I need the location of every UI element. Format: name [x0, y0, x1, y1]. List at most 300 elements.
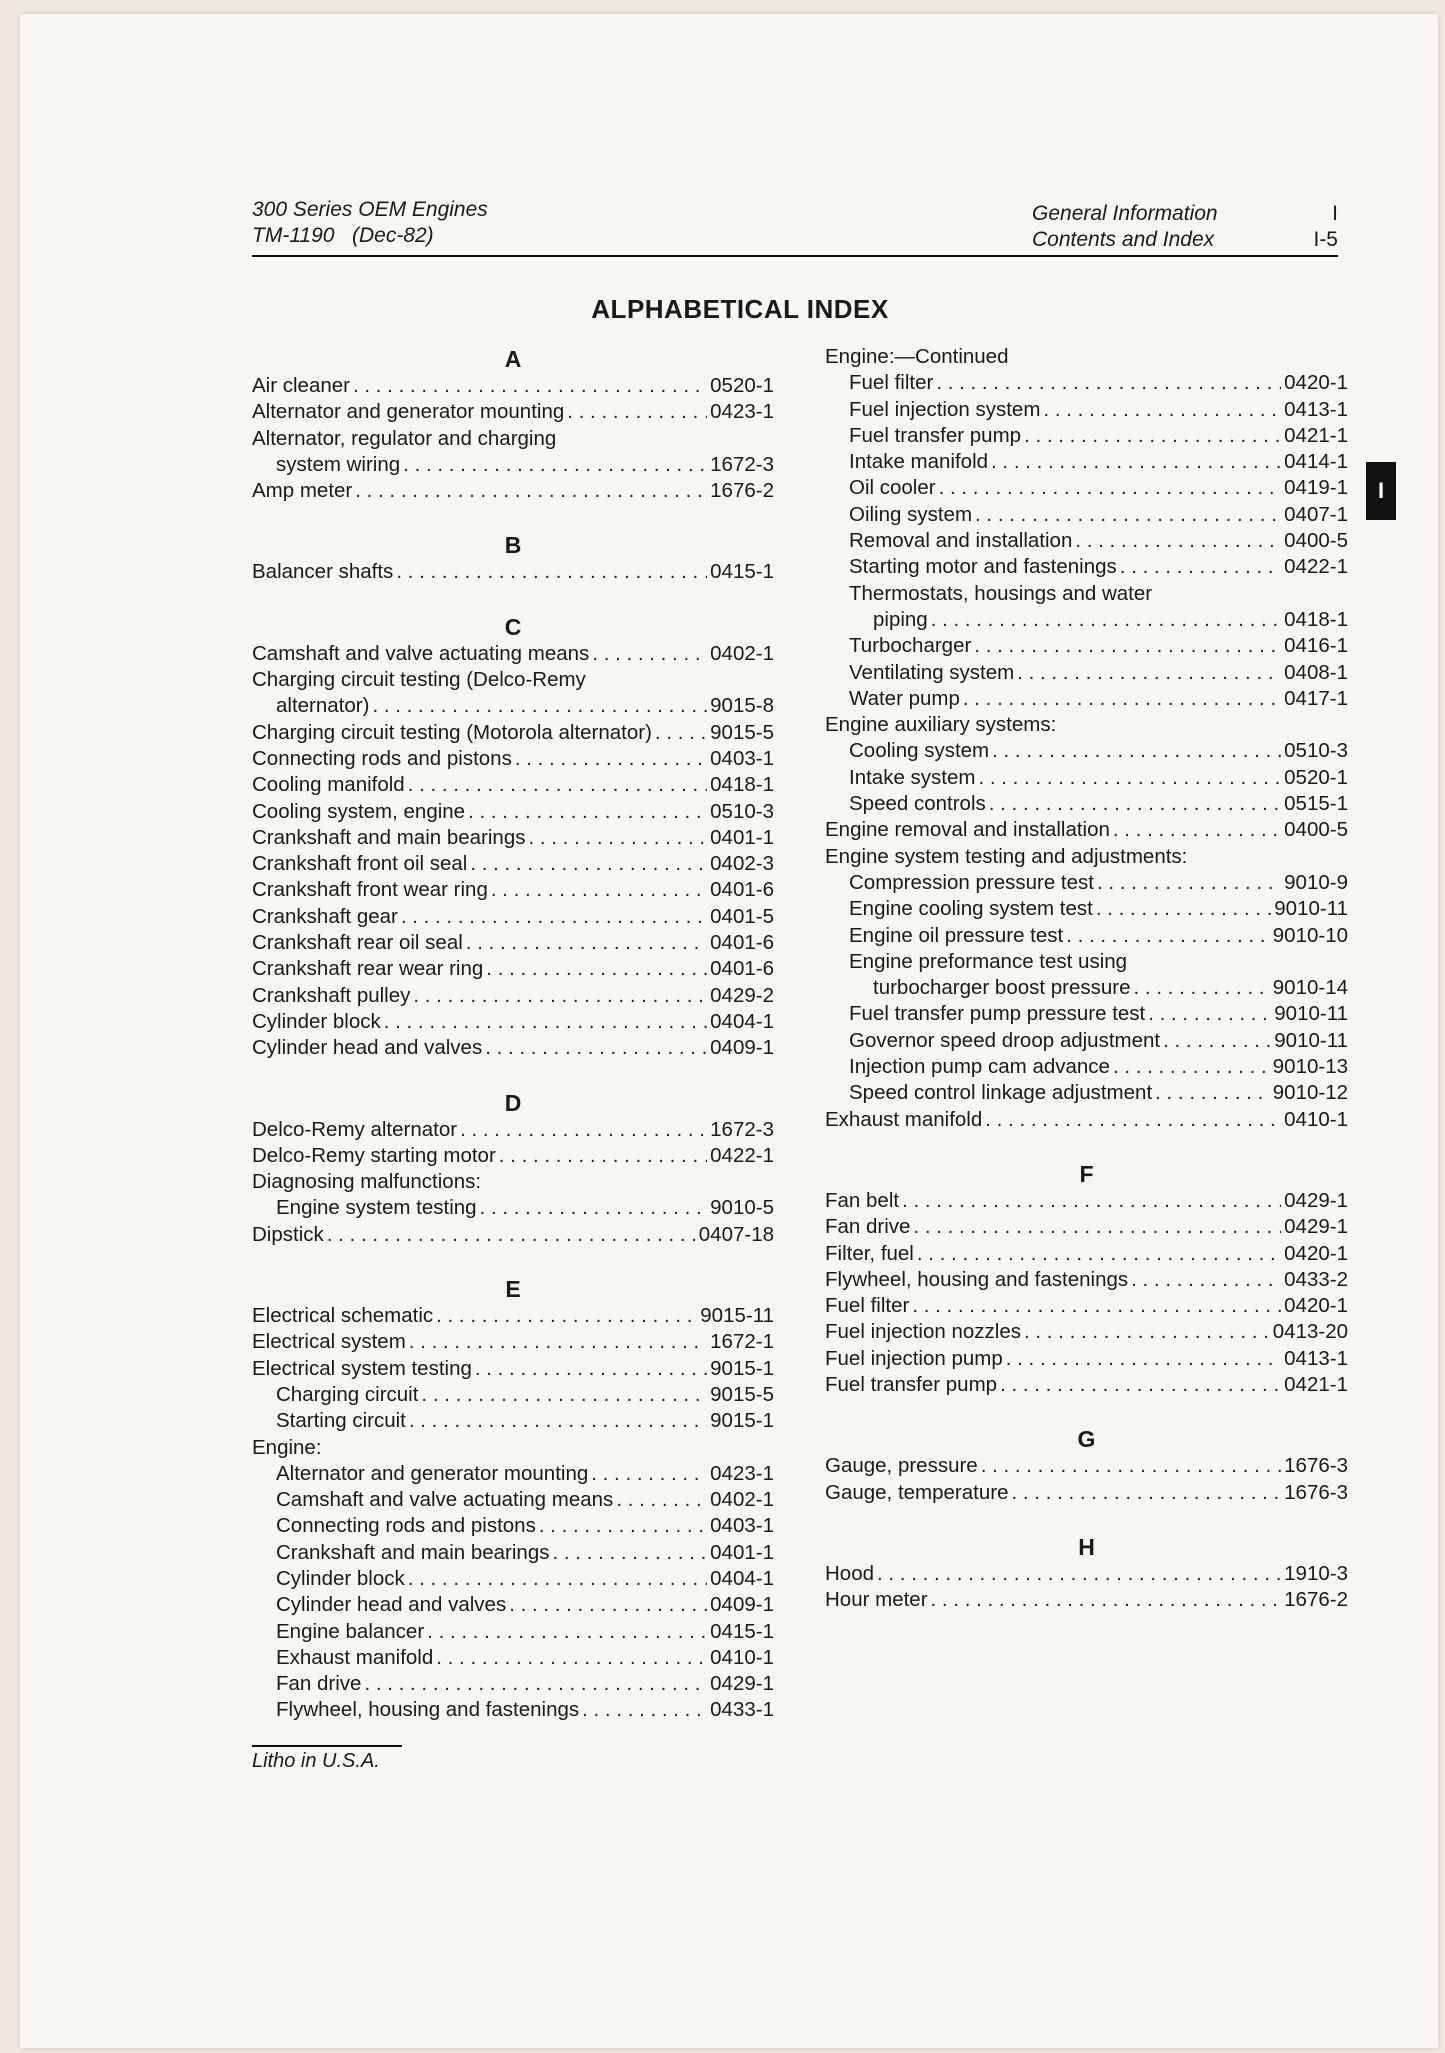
index-entry	[825, 1054, 1348, 1080]
index-entry-topic: Injection pump cam advance	[849, 1055, 1110, 1079]
index-entry-topic: Fuel injection system	[849, 397, 1041, 421]
dot-leader	[409, 1408, 707, 1434]
index-entry-topic: Cylinder head and valves	[252, 1036, 483, 1060]
index-entry-topic: Fuel filter	[825, 1294, 910, 1318]
index-entry-page: 0429-1	[710, 1672, 774, 1696]
index-entry-page: 0413-1	[1284, 397, 1348, 421]
index-entry	[825, 1080, 1348, 1106]
index-entry	[252, 983, 774, 1009]
index-entry	[825, 1561, 1348, 1587]
dot-leader	[460, 1117, 707, 1143]
dot-leader	[616, 1487, 707, 1513]
index-subheading: Diagnosing malfunctions:	[252, 1170, 482, 1194]
index-entry-topic: Alternator and generator mounting	[252, 400, 565, 424]
index-entry-topic: Electrical system testing	[252, 1356, 472, 1380]
index-entry-topic: Exhaust manifold	[825, 1107, 983, 1131]
index-column-right	[825, 344, 1348, 1613]
index-entry	[825, 738, 1348, 764]
index-entry-topic: Engine removal and installation	[825, 818, 1110, 842]
index-entry	[252, 1195, 774, 1221]
dot-leader	[396, 559, 707, 585]
index-entry-topic: Exhaust manifold	[276, 1645, 434, 1669]
index-entry	[825, 1293, 1348, 1319]
index-entry-page: 0401-5	[710, 904, 774, 928]
index-letter-heading: C	[504, 613, 522, 640]
index-entry-page: 0407-1	[1284, 502, 1348, 526]
index-entry	[252, 930, 774, 956]
index-entry	[825, 896, 1348, 922]
index-entry-page: 0402-3	[710, 852, 774, 876]
index-entry	[825, 660, 1348, 686]
index-entry-page: 0423-1	[710, 1461, 774, 1485]
dot-leader	[485, 1035, 707, 1061]
index-entry-page: 0420-1	[1284, 1294, 1348, 1318]
index-entry	[252, 851, 774, 877]
index-entry	[252, 1461, 774, 1487]
index-entry	[825, 1028, 1348, 1054]
dot-leader	[1000, 1372, 1281, 1398]
index-gap	[825, 1133, 1348, 1159]
dot-leader	[978, 765, 1281, 791]
dot-leader	[917, 1241, 1281, 1267]
index-entry-topic: Fuel injection nozzles	[825, 1320, 1021, 1344]
dot-leader	[384, 1009, 707, 1035]
dot-leader	[486, 956, 707, 982]
index-entry-topic: Camshaft and valve actuating means	[276, 1488, 614, 1512]
index-letter-heading: G	[1077, 1426, 1096, 1453]
dot-leader	[1131, 1267, 1281, 1293]
index-entry-page: 0418-1	[710, 773, 774, 797]
dot-leader	[499, 1143, 707, 1169]
header-codes	[1300, 201, 1338, 253]
index-entry	[252, 956, 774, 982]
dot-leader	[436, 1303, 697, 1329]
index-entry-topic: Balancer shafts	[252, 560, 394, 584]
index-entry-page: 0429-1	[1284, 1188, 1348, 1212]
index-entry	[252, 1540, 774, 1566]
index-entry	[252, 1382, 774, 1408]
dot-leader	[421, 1382, 707, 1408]
index-entry-topic: Charging circuit	[276, 1382, 419, 1406]
dot-leader	[408, 1566, 707, 1592]
index-entry	[825, 765, 1348, 791]
dot-leader	[931, 1587, 1282, 1613]
index-entry	[252, 1356, 774, 1382]
dot-leader	[1006, 1346, 1281, 1372]
dot-leader	[991, 449, 1281, 475]
dot-leader	[1096, 896, 1271, 922]
index-letter-heading: F	[1079, 1160, 1094, 1187]
dot-leader	[427, 1619, 707, 1645]
index-entry-topic: system wiring	[276, 452, 401, 476]
dot-leader	[470, 851, 707, 877]
dot-leader	[877, 1561, 1281, 1587]
index-entry-topic: Crankshaft front wear ring	[252, 878, 488, 902]
index-entry-page: 0415-1	[710, 560, 774, 584]
index-entry-page: 0403-1	[710, 1514, 774, 1538]
index-entry	[825, 1001, 1348, 1027]
index-entry-page: 1676-3	[1284, 1454, 1348, 1478]
index-entry-page: 9010-11	[1274, 1028, 1348, 1052]
index-entry	[252, 478, 774, 504]
index-subheading: Engine auxiliary systems:	[825, 713, 1057, 737]
index-entry	[252, 1303, 774, 1329]
index-entry-topic: Delco-Remy alternator	[252, 1117, 458, 1141]
page-number: I-5	[1313, 228, 1338, 251]
index-entry	[252, 1513, 774, 1539]
index-entry-topic: Electrical schematic	[252, 1304, 434, 1328]
dot-leader	[475, 1356, 707, 1382]
index-entry-page: 0407-18	[698, 1222, 774, 1246]
index-entry-page: 0401-6	[710, 957, 774, 981]
index-entry-page: 0409-1	[710, 1036, 774, 1060]
index-entry	[825, 423, 1348, 449]
index-entry	[825, 817, 1348, 843]
index-gap	[825, 1506, 1348, 1532]
index-entry-topic: Ventilating system	[849, 660, 1015, 684]
dot-leader	[1043, 397, 1281, 423]
index-entry	[825, 1241, 1348, 1267]
index-gap	[252, 1062, 774, 1088]
dot-leader	[401, 904, 707, 930]
dot-leader	[582, 1697, 707, 1723]
index-entry-page: 0510-3	[710, 799, 774, 823]
index-entry-page: 0433-1	[710, 1698, 774, 1722]
dot-leader	[480, 1195, 708, 1221]
index-entry-topic: Water pump	[849, 686, 960, 710]
dot-leader	[974, 633, 1281, 659]
index-entry-topic: Starting motor and fastenings	[849, 555, 1117, 579]
index-entry-topic: Fuel transfer pump	[825, 1372, 998, 1396]
dot-leader	[1163, 1028, 1271, 1054]
dot-leader	[1011, 1480, 1281, 1506]
index-entry-topic: Charging circuit testing (Motorola alternator)	[252, 720, 652, 744]
index-entry	[825, 923, 1348, 949]
index-letter-heading: E	[505, 1276, 521, 1303]
index-entry-page: 0416-1	[1284, 634, 1348, 658]
index-entry-page: 9010-10	[1272, 923, 1348, 947]
index-entry	[825, 633, 1348, 659]
index-entry	[825, 1480, 1348, 1506]
index-entry-topic: Crankshaft gear	[252, 904, 398, 928]
dot-leader	[1155, 1080, 1270, 1106]
index-entry-page: 0422-1	[710, 1143, 774, 1167]
index-entry	[825, 1267, 1348, 1293]
index-entry-topic: Turbocharger	[849, 634, 972, 658]
section-tab-marker: I	[1366, 462, 1396, 520]
index-entry-page: 0400-5	[1284, 529, 1348, 553]
dot-leader	[353, 373, 707, 399]
index-entry-topic: piping	[873, 607, 928, 631]
index-entry-topic: Electrical system	[252, 1330, 406, 1354]
index-entry	[252, 1697, 774, 1723]
index-entry-page: 1676-3	[1284, 1480, 1348, 1504]
index-entry-topic: Removal and installation	[849, 529, 1073, 553]
index-entry-page: 1676-2	[710, 479, 774, 503]
dot-leader	[1097, 870, 1281, 896]
index-entry-topic: Speed controls	[849, 792, 986, 816]
index-entry-topic: Intake system	[849, 765, 976, 789]
index-entry-topic: Fuel transfer pump pressure test	[849, 1002, 1146, 1026]
dot-leader	[436, 1645, 707, 1671]
dot-leader	[466, 930, 707, 956]
index-entry	[252, 1408, 774, 1434]
index-entry	[252, 1645, 774, 1671]
index-gap	[252, 1248, 774, 1274]
index-entry-page: 0420-1	[1284, 1241, 1348, 1265]
index-entry-topic: Crankshaft front oil seal	[252, 852, 468, 876]
index-entry	[252, 825, 774, 851]
index-entry	[252, 1143, 774, 1169]
index-entry-page: 9010-11	[1274, 897, 1348, 921]
index-entry-page: 0419-1	[1284, 476, 1348, 500]
dot-leader	[1075, 528, 1281, 554]
index-entry-topic: Starting circuit	[276, 1409, 406, 1433]
dot-leader	[408, 772, 707, 798]
index-entry-topic: Delco-Remy starting motor	[252, 1143, 496, 1167]
index-subheading: Engine preformance test using	[849, 949, 1128, 973]
index-entry	[825, 1214, 1348, 1240]
index-entry-topic: Connecting rods and pistons	[252, 746, 512, 770]
index-entry-page: 0520-1	[710, 374, 774, 397]
dot-leader	[902, 1188, 1281, 1214]
index-entry	[252, 720, 774, 746]
dot-leader	[491, 877, 707, 903]
index-entry-topic: Crankshaft rear wear ring	[252, 957, 484, 981]
index-entry-topic: Amp meter	[252, 479, 353, 503]
index-entry	[252, 904, 774, 930]
dot-leader	[989, 791, 1281, 817]
dot-leader	[1066, 923, 1270, 949]
index-entry	[252, 772, 774, 798]
index-entry-page: 9010-13	[1272, 1055, 1348, 1079]
dot-leader	[1134, 975, 1270, 1001]
index-entry-page: 1910-3	[1284, 1561, 1348, 1585]
index-gap	[825, 1398, 1348, 1424]
index-entry-topic: turbocharger boost pressure	[873, 976, 1131, 1000]
dot-leader	[327, 1222, 696, 1248]
dot-leader	[936, 370, 1281, 396]
index-entry-page: 1672-1	[710, 1330, 774, 1354]
dot-leader	[655, 720, 707, 746]
dot-leader	[963, 686, 1281, 712]
dot-leader	[1148, 1001, 1271, 1027]
index-entry	[825, 870, 1348, 896]
index-subheading: Thermostats, housings and water	[849, 581, 1153, 605]
index-entry-topic: Engine system testing	[276, 1196, 477, 1220]
index-entry-page: 0417-1	[1284, 686, 1348, 710]
index-entry-topic: Flywheel, housing and fastenings	[276, 1698, 580, 1722]
index-entry-page: 0423-1	[710, 400, 774, 424]
index-entry-page: 0413-20	[1272, 1320, 1348, 1344]
index-entry-page: 0403-1	[710, 746, 774, 770]
index-entry-page: 0402-1	[710, 1488, 774, 1512]
index-entry	[825, 528, 1348, 554]
index-subheading: Engine system testing and adjustments:	[825, 844, 1188, 868]
index-entry-topic: Crankshaft and main bearings	[252, 825, 526, 849]
index-entry-page: 9010-9	[1284, 870, 1348, 894]
index-letter-heading: H	[1078, 1533, 1095, 1560]
header-left	[252, 197, 488, 249]
dot-leader	[553, 1540, 708, 1566]
index-entry-topic: Speed control linkage adjustment	[849, 1081, 1153, 1105]
dot-leader	[409, 1329, 707, 1355]
index-entry-page: 0420-1	[1284, 371, 1348, 395]
dot-leader	[515, 746, 707, 772]
section-code: I	[1332, 202, 1338, 225]
index-entry-page: 0410-1	[1284, 1107, 1348, 1131]
index-entry	[825, 686, 1348, 712]
index-entry-page: 0409-1	[710, 1593, 774, 1617]
index-entry-page: 0404-1	[710, 1566, 774, 1590]
index-gap	[252, 586, 774, 612]
dot-leader	[939, 475, 1282, 501]
index-entry	[252, 1035, 774, 1061]
index-entry-page: 0421-1	[1284, 1372, 1348, 1396]
dot-leader	[509, 1592, 707, 1618]
index-entry	[252, 1566, 774, 1592]
index-entry-topic: Fuel filter	[849, 371, 934, 395]
dot-leader	[985, 1107, 1281, 1133]
index-entry	[252, 399, 774, 425]
index-entry-topic: Crankshaft pulley	[252, 983, 411, 1007]
index-entry	[252, 877, 774, 903]
index-entry-topic: Hour meter	[825, 1588, 928, 1612]
dot-leader	[364, 1671, 707, 1697]
dot-leader	[1120, 554, 1281, 580]
dot-leader	[1024, 423, 1281, 449]
index-entry	[825, 1188, 1348, 1214]
index-subheading: Engine:—Continued	[825, 345, 1009, 368]
header-right	[1032, 201, 1218, 253]
index-entry-topic: Fan belt	[825, 1188, 900, 1212]
index-entry-page: 0418-1	[1284, 607, 1348, 631]
index-entry-page: 0410-1	[710, 1645, 774, 1669]
dot-leader	[1113, 1054, 1270, 1080]
dot-leader	[591, 1461, 707, 1487]
index-entry	[252, 693, 774, 719]
dot-leader	[529, 825, 708, 851]
section-name: General Information	[1032, 202, 1218, 225]
index-letter-heading: B	[504, 532, 522, 559]
index-entry	[252, 1592, 774, 1618]
index-entry-page: 9010-12	[1272, 1081, 1348, 1105]
page-title: ALPHABETICAL INDEX	[591, 294, 889, 324]
index-entry	[825, 1319, 1348, 1345]
index-entry	[252, 373, 774, 399]
index-entry-topic: Cylinder block	[276, 1566, 405, 1590]
index-entry	[252, 1619, 774, 1645]
index-entry-topic: Cooling system, engine	[252, 799, 466, 823]
index-entry-topic: Connecting rods and pistons	[276, 1514, 536, 1538]
dot-leader	[931, 607, 1281, 633]
index-entry-topic: Cylinder head and valves	[276, 1593, 507, 1617]
index-entry-topic: Engine balancer	[276, 1619, 425, 1643]
index-entry	[825, 554, 1348, 580]
footer-note: Litho in U.S.A.	[252, 1750, 380, 1772]
index-entry-page: 1676-2	[1284, 1588, 1348, 1612]
index-entry-topic: Governor speed droop adjustment	[849, 1028, 1161, 1052]
dot-leader	[372, 693, 707, 719]
index-entry-page: 9015-8	[710, 694, 774, 718]
index-entry-topic: Gauge, pressure	[825, 1454, 978, 1478]
index-entry	[252, 1671, 774, 1697]
index-entry-page: 0404-1	[710, 1009, 774, 1033]
index-entry-topic: Fan drive	[276, 1672, 362, 1696]
index-entry-page: 9015-1	[710, 1409, 774, 1433]
subsection-name: Contents and Index	[1032, 228, 1215, 251]
index-entry-page: 0422-1	[1284, 555, 1348, 579]
index-entry	[825, 449, 1348, 475]
index-entry-page: 0510-3	[1284, 739, 1348, 763]
dot-leader	[539, 1513, 707, 1539]
index-entry	[252, 746, 774, 772]
index-entry-page: 0401-1	[710, 1540, 774, 1564]
dot-leader	[975, 502, 1281, 528]
index-entry-topic: alternator)	[276, 694, 370, 718]
index-entry-page: 0421-1	[1284, 423, 1348, 447]
index-entry-topic: Oil cooler	[849, 476, 936, 500]
index-subheading: Engine:	[252, 1435, 322, 1459]
index-entry-topic: Cylinder block	[252, 1009, 381, 1033]
index-entry	[825, 1346, 1348, 1372]
index-entry-topic: Cooling system	[849, 739, 990, 763]
index-entry-topic: Hood	[825, 1561, 875, 1585]
index-subheading: Charging circuit testing (Delco-Remy	[252, 668, 586, 692]
index-entry-page: 1672-3	[710, 1117, 774, 1141]
dot-leader	[567, 399, 707, 425]
index-entry	[825, 1453, 1348, 1479]
index-column-left	[252, 344, 774, 1724]
index-entry-page: 0402-1	[710, 641, 774, 665]
index-entry-topic: Intake manifold	[849, 450, 989, 474]
index-entry-page: 9010-14	[1272, 976, 1348, 1000]
index-entry-topic: Engine cooling system test	[849, 897, 1093, 921]
index-entry-page: 0429-2	[710, 983, 774, 1007]
index-entry-topic: Crankshaft rear oil seal	[252, 931, 463, 955]
page-sheet	[20, 14, 1438, 2048]
index-entry-topic: Oiling system	[849, 502, 973, 526]
index-entry-topic: Fan drive	[825, 1215, 911, 1239]
dot-leader	[403, 452, 707, 478]
index-entry	[825, 1107, 1348, 1133]
dot-leader	[1024, 1319, 1270, 1345]
index-entry-page: 9015-5	[710, 720, 774, 744]
index-entry	[252, 1329, 774, 1355]
index-entry	[825, 975, 1348, 1001]
index-entry	[825, 502, 1348, 528]
index-entry-page: 0413-1	[1284, 1346, 1348, 1370]
index-entry	[825, 1372, 1348, 1398]
index-entry-topic: Flywheel, housing and fastenings	[825, 1267, 1129, 1291]
index-subheading: Alternator, regulator and charging	[252, 426, 557, 450]
index-entry	[825, 607, 1348, 633]
footer-rule	[252, 1745, 402, 1747]
index-entry-page: 0408-1	[1284, 660, 1348, 684]
index-entry-topic: Camshaft and valve actuating means	[252, 641, 590, 665]
manual-code: TM-1190 (Dec-82)	[252, 224, 434, 247]
dot-leader	[992, 738, 1281, 764]
index-entry-page: 9010-11	[1274, 1002, 1348, 1026]
index-entry	[825, 370, 1348, 396]
dot-leader	[355, 478, 707, 504]
header-rule	[252, 255, 1338, 257]
dot-leader	[1113, 817, 1281, 843]
dot-leader	[1017, 660, 1281, 686]
index-entry	[825, 791, 1348, 817]
index-entry-topic: Filter, fuel	[825, 1241, 914, 1265]
index-entry-topic: Dipstick	[252, 1222, 324, 1246]
